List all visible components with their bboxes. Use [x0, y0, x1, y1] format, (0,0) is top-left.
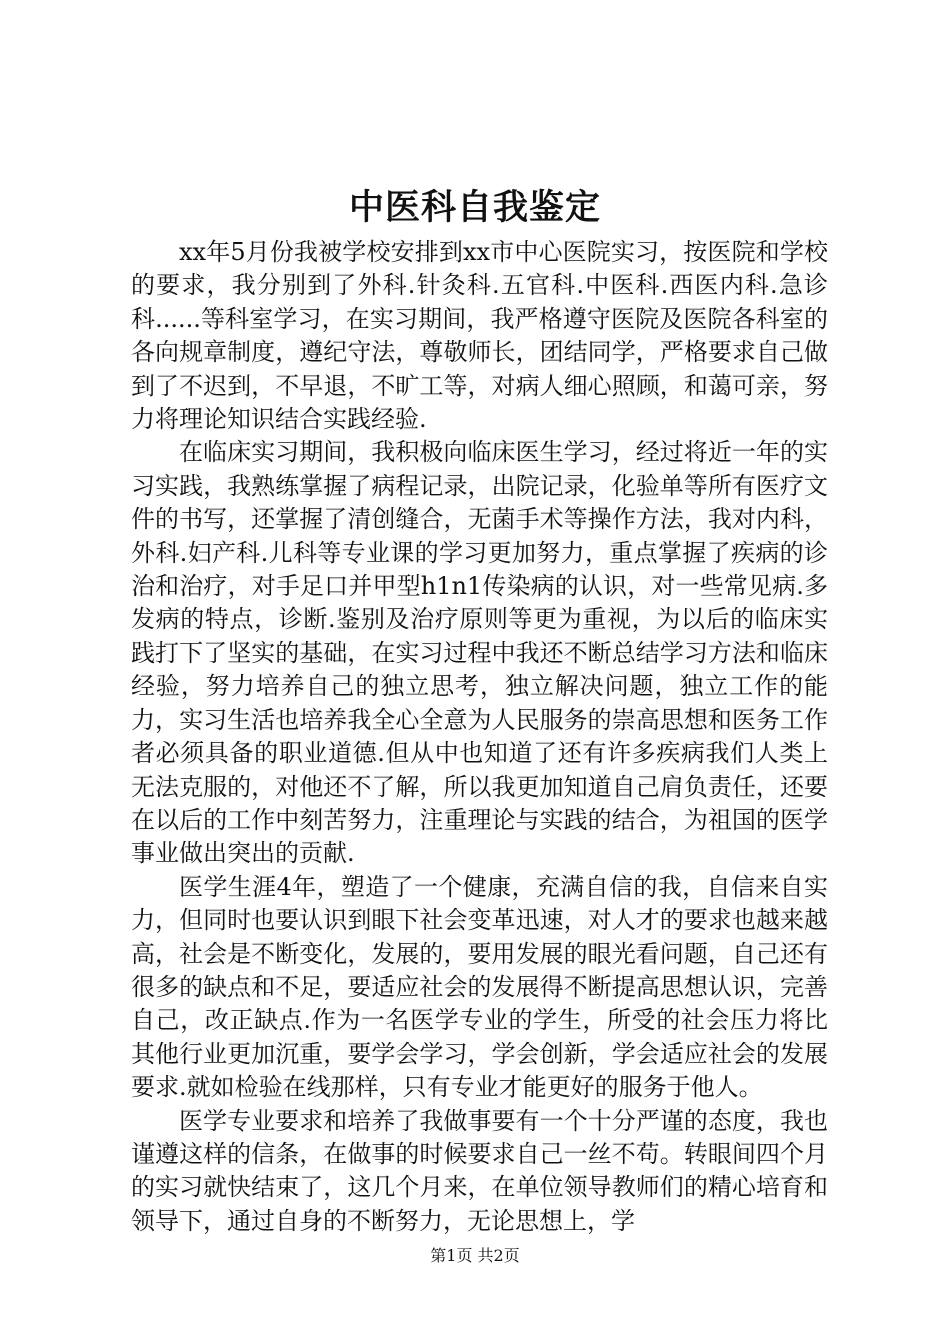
paragraph-4: 医学专业要求和培养了我做事要有一个十分严谨的态度，我也谨遵这样的信条，在做事的时候要求自己一丝不苟。转眼间四个月的实习就快结束了，这几个月来，在单位领导教师们的精心培育和领导下，通过自身的不断努力，无论思想上，学 — [131, 1106, 828, 1235]
paragraph-2: 在临床实习期间，我积极向临床医生学习，经过将近一年的实习实践，我熟练掌握了病程记录，出院记录，化验单等所有医疗文件的书写，还掌握了清创缝合，无菌手术等操作方法，我对内科，外科.妇产科.儿科等专业课的学习更加努力，重点掌握了疾病的诊治和治疗，对手足口并甲型h1n1传染病的认识，对一些常见病.多发病的特点，诊断.鉴别及治疗原则等更为重视，为以后的临床实践打下了坚实的基础，在实习过程中我还不断总结学习方法和临床经验，努力培养自己的独立思考，独立解决问题，独立工作的能力，实习生活也培养我全心全意为人民服务的崇高思想和医务工作者必须具备的职业道德.但从中也知道了还有许多疾病我们人类上无法克服的，对他还不了解，所以我更加知道自己肩负责任，还要在以后的工作中刻苦努力，注重理论与实践的结合，为祖国的医学事业做出突出的贡献. — [131, 438, 828, 868]
document-body — [131, 236, 828, 1238]
page-footer: 第1页 共2页 — [430, 1246, 520, 1265]
paragraph-1: xx年5月份我被学校安排到xx市中心医院实习，按医院和学校的要求，我分别到了外科.针灸科.五官科.中医科.西医内科.急诊科......等科室学习，在实习期间，我严格遵守医院及医院各科室的各向规章制度，遵纪守法，尊敬师长，团结同学，严格要求自己做到了不迟到，不早退，不旷工等，对病人细心照顾，和蔼可亲，努力将理论知识结合实践经验. — [131, 238, 828, 434]
paragraph-3: 医学生涯4年，塑造了一个健康，充满自信的我，自信来自实力，但同时也要认识到眼下社会变革迅速，对人才的要求也越来越高，社会是不断变化，发展的，要用发展的眼光看问题，自己还有很多的缺点和不足，要适应社会的发展得不断提高思想认识，完善自己，改正缺点.作为一名医学专业的学生，所受的社会压力将比其他行业更加沉重，要学会学习，学会创新，学会适应社会的发展要求.就如检验在线那样，只有专业才能更好的服务于他人。 — [131, 872, 828, 1102]
document-title: 中医科自我鉴定 — [348, 187, 601, 228]
